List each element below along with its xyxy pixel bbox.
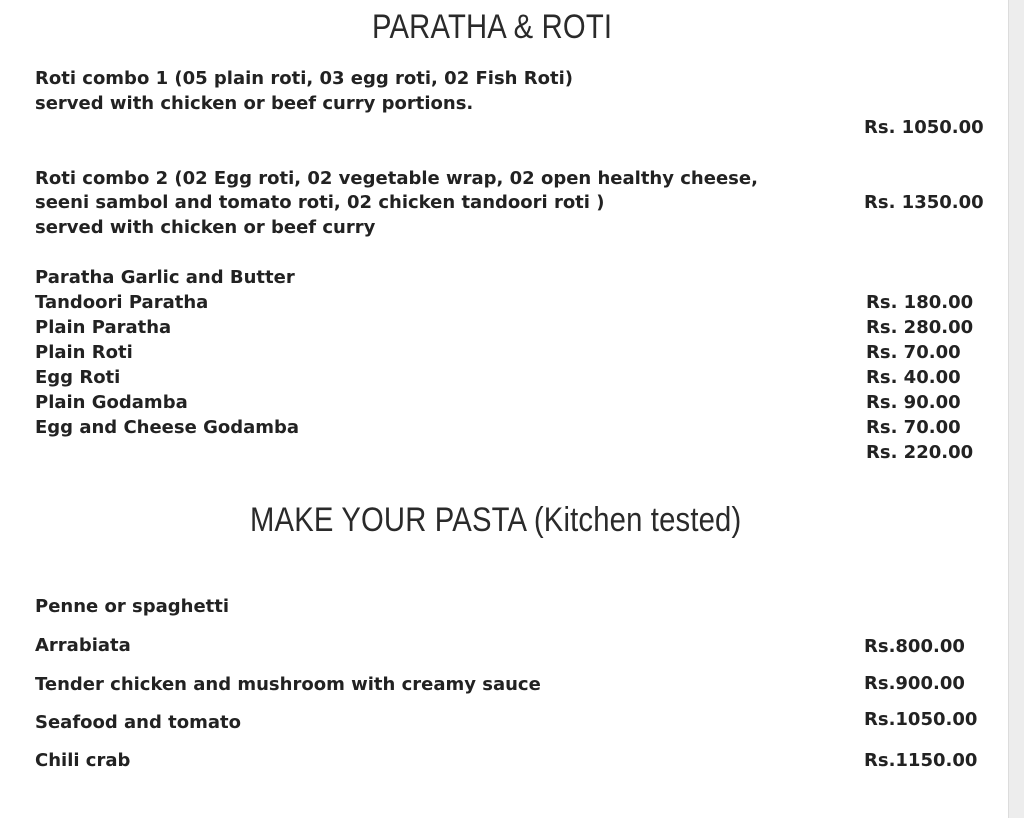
pasta-item: Seafood and tomato: [35, 712, 241, 733]
menu-price: Rs. 70.00: [866, 342, 961, 363]
pasta-price: Rs.900.00: [864, 673, 965, 694]
pasta-price: Rs.1050.00: [864, 709, 978, 730]
menu-price: Rs. 220.00: [866, 442, 974, 463]
combo2-line-1: Roti combo 2 (02 Egg roti, 02 vegetable wrap, 02 open healthy cheese,: [35, 168, 758, 189]
menu-price: Rs. 40.00: [866, 367, 961, 388]
menu-item: Plain Paratha: [35, 317, 172, 338]
pasta-base: Penne or spaghetti: [35, 596, 230, 617]
menu-item: Plain Roti: [35, 342, 133, 363]
pasta-item: Tender chicken and mushroom with creamy sauce: [35, 674, 541, 695]
combo2-line-2: seeni sambol and tomato roti, 02 chicken tandoori roti ): [35, 192, 605, 213]
pasta-price: Rs.1150.00: [864, 750, 978, 771]
combo1-line-2: served with chicken or beef curry portions.: [35, 93, 474, 114]
menu-price: Rs. 280.00: [866, 317, 974, 338]
menu-price: Rs. 180.00: [866, 292, 974, 313]
menu-price: Rs. 90.00: [866, 392, 961, 413]
menu-item: Egg Roti: [35, 367, 121, 388]
page-edge-scrollbar[interactable]: [1008, 0, 1024, 818]
pasta-price: Rs.800.00: [864, 636, 965, 657]
combo2-price: Rs. 1350.00: [864, 192, 984, 213]
menu-item: Plain Godamba: [35, 392, 188, 413]
menu-item: Tandoori Paratha: [35, 292, 209, 313]
combo2-line-3: served with chicken or beef curry: [35, 217, 376, 238]
menu-item: Egg and Cheese Godamba: [35, 417, 300, 438]
menu-price: Rs. 70.00: [866, 417, 961, 438]
pasta-item: Arrabiata: [35, 635, 131, 656]
section-title-paratha-roti: PARATHA & ROTI: [372, 8, 613, 46]
combo1-price: Rs. 1050.00: [864, 117, 984, 138]
pasta-item: Chili crab: [35, 750, 131, 771]
menu-item: Paratha Garlic and Butter: [35, 267, 295, 288]
combo1-line-1: Roti combo 1 (05 plain roti, 03 egg roti, 02 Fish Roti): [35, 68, 573, 89]
section-title-make-your-pasta: MAKE YOUR PASTA (Kitchen tested): [250, 501, 742, 539]
